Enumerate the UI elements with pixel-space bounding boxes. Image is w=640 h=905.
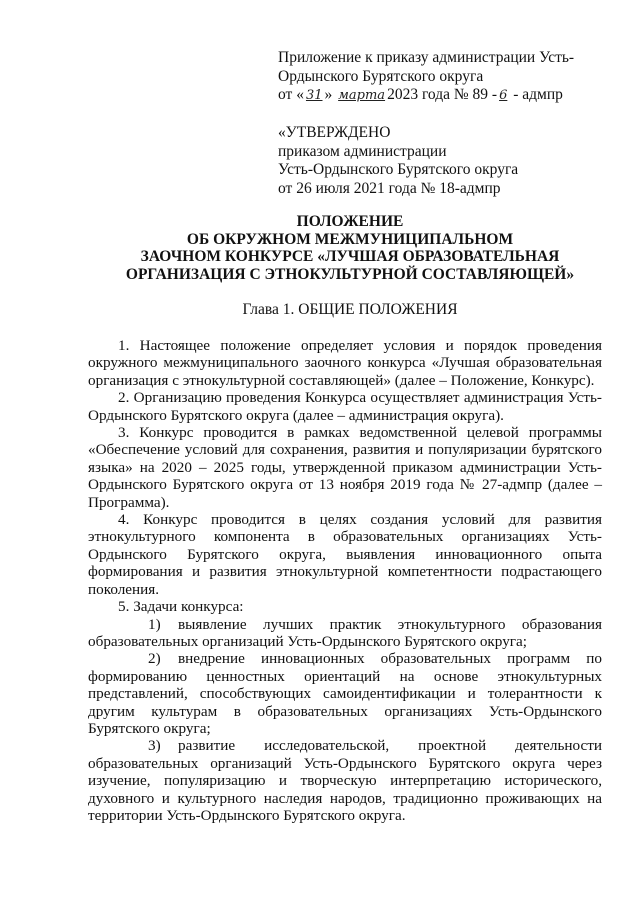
task-item-3 [88, 737, 602, 824]
title-line-2: ОБ ОКРУЖНОМ МЕЖМУНИЦИПАЛЬНОМ [186, 230, 514, 248]
task-text-2: внедрение инновационных образовательных программ по формированию ценностных ориентаций на основе этнокультурных представлений, способствующих самоидентификации и толерантности к другим культурам в образовательных организациях Усть-Ордынского Бурятского округа; [88, 650, 602, 737]
handwritten-number: 6 [499, 88, 508, 103]
task-number-1: 1) [148, 615, 161, 633]
paragraph-4: 4. Конкурс проводится в целях создания условий для развития этнокультурного компонента в образовательных организациях Усть-Ордынского Бурятского округа, выявления инновационного опыта формирования и развития этнокультурной компетентности подрастающего поколения. [88, 511, 602, 598]
task-item-1 [88, 616, 602, 651]
approved-line-2: приказом администрации [278, 142, 447, 160]
task-item-2 [88, 650, 602, 737]
task-number-3: 3) [148, 737, 161, 755]
task-number-2: 2) [148, 650, 161, 668]
title-line-4: ОРГАНИЗАЦИЯ С ЭТНОКУЛЬТУРНОЙ СОСТАВЛЯЮЩЕЙ» [125, 265, 575, 283]
approved-line-3: Усть-Ордынского Бурятского округа [278, 161, 519, 178]
approved-line-4: от 26 июля 2021 года № 18-адмпр [278, 179, 501, 197]
document-body [88, 337, 602, 824]
task-text-1: выявление лучших практик этнокультурного образования образовательных организаций Усть-Ордынского Бурятского округа; [88, 615, 602, 650]
annex-line-2: Ордынского Бурятского округа [278, 67, 484, 85]
document-title [90, 213, 610, 283]
title-line-1: ПОЛОЖЕНИЕ [296, 213, 404, 230]
date-year: 2023 года № 89 - [387, 86, 498, 103]
task-text-3: развитие исследовательской, проектной деятельности образовательных организаций Усть-Ордынского Бурятского округа через изучение, популяризацию и творческую интерпретацию исторического, духовного и культурного наследия народов, традиционно проживающих на территории Усть-Ордынского Бурятского округа. [88, 737, 602, 824]
date-prefix: от « [278, 86, 304, 103]
handwritten-day: 31 [305, 88, 323, 103]
approved-line-1: «УТВЕРЖДЕНО [278, 124, 391, 141]
paragraph-2: 2. Организацию проведения Конкурса осуществляет администрация Усть-Ордынского Бурятского округа (далее – администрация округа). [88, 389, 602, 424]
annex-line-1: Приложение к приказу администрации Усть- [278, 49, 575, 66]
date-suffix: - адмпр [509, 86, 563, 103]
annex-reference [278, 49, 608, 106]
title-line-3: ЗАОЧНОМ КОНКУРСЕ «ЛУЧШАЯ ОБРАЗОВАТЕЛЬНАЯ [140, 248, 560, 265]
paragraph-1: 1. Настоящее положение определяет условия и порядок проведения окружного межмуниципального заочного конкурса «Лучшая образовательная организация с этнокультурной составляющей» (далее – Положение, Конкурс). [88, 337, 602, 389]
handwritten-month: марта [338, 88, 386, 103]
date-mid: » [324, 86, 337, 103]
annex-line-3 [278, 86, 608, 106]
chapter-heading: Глава 1. ОБЩИЕ ПОЛОЖЕНИЯ [242, 301, 458, 318]
approval-stamp-text [278, 124, 608, 198]
paragraph-5: 5. Задачи конкурса: [118, 598, 244, 616]
paragraph-3: 3. Конкурс проводится в рамках ведомственной целевой программы «Обеспечение условий для сохранения, развития и популяризации бурятского языка» на 2020 – 2025 годы, утвержденной приказом администрации Усть-Ордынского Бурятского округа от 13 ноября 2019 года № 27-адмпр (далее – Программа). [88, 424, 602, 511]
